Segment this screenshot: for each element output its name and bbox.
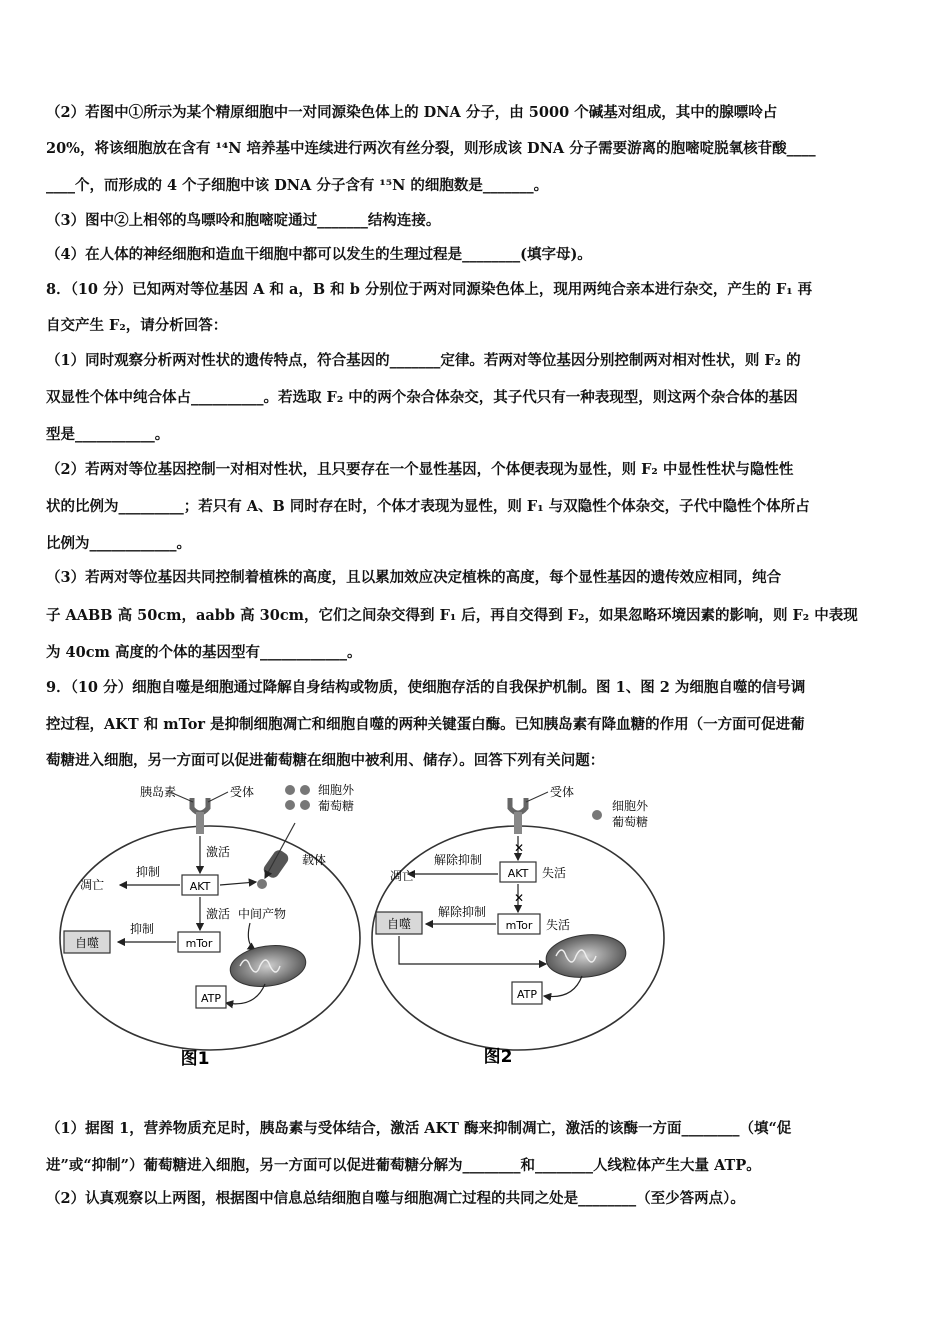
receptor-icon: [510, 798, 526, 834]
q9-stem-line1: 9．（10 分）细胞自噬是细胞通过降解自身结构或物质，使细胞存活的自我保护机制。图 1、图 2 为细胞自噬的信号调: [46, 679, 806, 696]
inhibit-label-2: 抑制: [130, 922, 155, 936]
q8-stem-line1: 8．（10 分）已知两对等位基因 A 和 a，B 和 b 分别位于两对同源染色体上，现用两纯合亲本进行杂交，产生的 F₁ 再: [46, 281, 813, 298]
release-inhibit-label-1: 解除抑制: [434, 853, 483, 867]
activate-label-2: 激活: [206, 907, 231, 921]
q8-part3-line3: 为 40cm 高度的个体的基因型有____________。: [46, 644, 362, 661]
carrier-label: 载体: [302, 853, 327, 867]
carrier-icon: [261, 848, 290, 880]
inactive-label-1: 失活: [542, 866, 567, 880]
q7-part4: （4）在人体的神经细胞和造血干细胞中都可以发生的生理过程是________(填字母)。: [46, 246, 592, 263]
q8-part2-line3: 比例为____________。: [46, 535, 191, 552]
mitochondrion-icon: [228, 941, 309, 991]
blocked-mark-1: ✕: [514, 841, 525, 855]
figure-2-caption: 图2: [483, 1047, 513, 1067]
activate-label-1: 激活: [206, 845, 231, 859]
receptor-label: 受体: [550, 785, 575, 799]
q9-part1-line2: 进”或“抑制”）葡萄糖进入细胞，另一方面可以促进葡萄糖分解为________和________人线粒体产生大量 ATP。: [46, 1157, 761, 1174]
q7-part2-line2: 20%，将该细胞放在含有 ¹⁴N 培养基中连续进行两次有丝分裂，则形成该 DNA 分子需要游离的胞嘧啶脱氧核苷酸____: [46, 140, 816, 157]
q7-part2-line1: （2）若图中①所示为某个精原细胞中一对同源染色体上的 DNA 分子，由 5000 个碱基对组成，其中的腺嘌呤占: [46, 104, 778, 121]
q7-part3: （3）图中②上相邻的鸟嘌呤和胞嘧啶通过_______结构连接。: [46, 212, 441, 229]
atp-label: ATP: [516, 988, 538, 1001]
figure-2-diagram: [368, 778, 668, 1078]
extracellular-glucose-line2: 葡萄糖: [612, 815, 649, 829]
q8-part2-line2: 状的比例为_________；若只有 A、B 同时存在时，个体才表现为显性，则 F₁ 与双隐性个体杂交，子代中隐性个体所占: [46, 498, 810, 515]
release-inhibit-label-2: 解除抑制: [438, 905, 487, 919]
q8-part1-line3: 型是___________。: [46, 426, 170, 443]
q8-part3-line2: 子 AABB 高 50cm，aabb 高 30cm，它们之间杂交得到 F₁ 后，再自交得到 F₂，如果忽略环境因素的影响，则 F₂ 中表现: [46, 607, 858, 624]
figure-1-caption: 图1: [180, 1049, 210, 1069]
autophagy-label: 自噬: [386, 917, 412, 931]
q8-part1-line1: （1）同时观察分析两对性状的遗传特点，符合基因的_______定律。若两对等位基因分别控制两对相对性状，则 F₂ 的: [46, 352, 801, 369]
extracellular-glucose-line1: 细胞外: [612, 799, 649, 813]
q8-stem-line2: 自交产生 F₂，请分析回答：: [46, 317, 228, 334]
apoptosis-label: 凋亡: [80, 878, 105, 892]
autophagy-label: 自噬: [74, 936, 100, 950]
q8-part1-line2: 双显性个体中纯合体占__________。若选取 F₂ 中的两个杂合体杂交，其子代只有一种表现型，则这两个杂合体的基因: [46, 389, 798, 406]
akt-label: AKT: [189, 880, 211, 893]
akt-label: AKT: [507, 867, 529, 880]
glucose-dot-icon: [592, 810, 602, 820]
apoptosis-label: 凋亡: [390, 869, 415, 883]
mtor-label: mTor: [505, 919, 533, 932]
insulin-label: 胰岛素: [140, 785, 177, 799]
atp-label: ATP: [200, 992, 222, 1005]
extracellular-glucose-line2: 葡萄糖: [318, 799, 355, 813]
intermediate-product-label: 中间产物: [238, 907, 287, 921]
extracellular-glucose-line1: 细胞外: [318, 783, 355, 797]
glucose-dots-icon: [285, 785, 310, 810]
mtor-label: mTor: [185, 937, 213, 950]
q9-part1-line1: （1）据图 1，营养物质充足时，胰岛素与受体结合，激活 AKT 酶来抑制凋亡，激活的该酶一方面________（填“促: [46, 1120, 792, 1137]
q8-part3-line1: （3）若两对等位基因共同控制着植株的高度，且以累加效应决定植株的高度，每个显性基因的遗传效应相同，纯合: [46, 569, 782, 586]
inhibit-label-1: 抑制: [136, 865, 161, 879]
receptor-label: 受体: [230, 785, 255, 799]
receptor-icon: [192, 798, 208, 834]
q9-stem-line3: 萄糖进入细胞，另一方面可以促进葡萄糖在细胞中被利用、储存）。回答下列有关问题：: [46, 752, 605, 769]
inactive-label-2: 失活: [546, 918, 571, 932]
q9-stem-line2: 控过程，AKT 和 mTor 是抑制细胞凋亡和细胞自噬的两种关键蛋白酶。已知胰岛素有降血糖的作用（一方面可促进葡: [46, 716, 805, 733]
q7-part2-line3: ____个，而形成的 4 个子细胞中该 DNA 分子含有 ¹⁵N 的细胞数是_______。: [46, 177, 549, 194]
q8-part2-line1: （2）若两对等位基因控制一对相对性状，且只要存在一个显性基因，个体便表现为显性，则 F₂ 中显性性状与隐性性: [46, 461, 794, 478]
q9-part2: （2）认真观察以上两图，根据图中信息总结细胞自噬与细胞凋亡过程的共同之处是________（至少答两点）。: [46, 1190, 745, 1207]
figure-1-diagram: [50, 778, 375, 1078]
blocked-mark-2: ✕: [514, 891, 525, 905]
